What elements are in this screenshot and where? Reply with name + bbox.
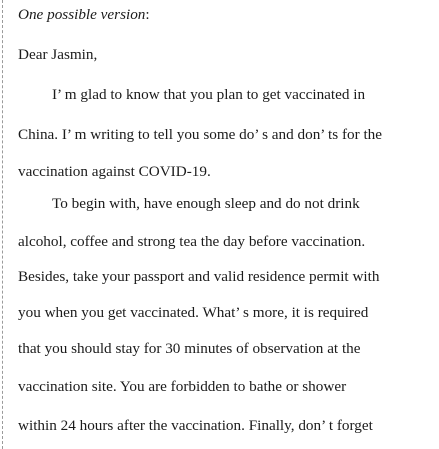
version-label: One possible version [18, 6, 146, 23]
version-colon: : [145, 6, 150, 23]
dashed-margin-line [2, 0, 3, 449]
version-heading [18, 6, 150, 24]
paragraph-2-line-5: that you should stay for 30 minutes of observation at the [18, 340, 361, 357]
paragraph-2-line-7: within 24 hours after the vaccination. Finally, don’ t forget [18, 417, 373, 434]
paragraph-2-line-3: Besides, take your passport and valid residence permit with [18, 268, 380, 285]
paragraph-2-line-6: vaccination site. You are forbidden to bathe or shower [18, 378, 347, 395]
paragraph-2-line-2: alcohol, coffee and strong tea the day before vaccination. [18, 233, 366, 250]
paragraph-2-line-1: To begin with, have enough sleep and do not drink [52, 195, 360, 212]
paragraph-1-line-3: vaccination against COVID-19. [18, 163, 211, 180]
letter-greeting: Dear Jasmin, [18, 46, 98, 63]
paragraph-1-line-1: I’ m glad to know that you plan to get vaccinated in [52, 86, 366, 103]
paragraph-2-line-4: you when you get vaccinated. What’ s more, it is required [18, 304, 369, 321]
paragraph-1-line-2: China. I’ m writing to tell you some do’ s and don’ ts for the [18, 126, 383, 143]
